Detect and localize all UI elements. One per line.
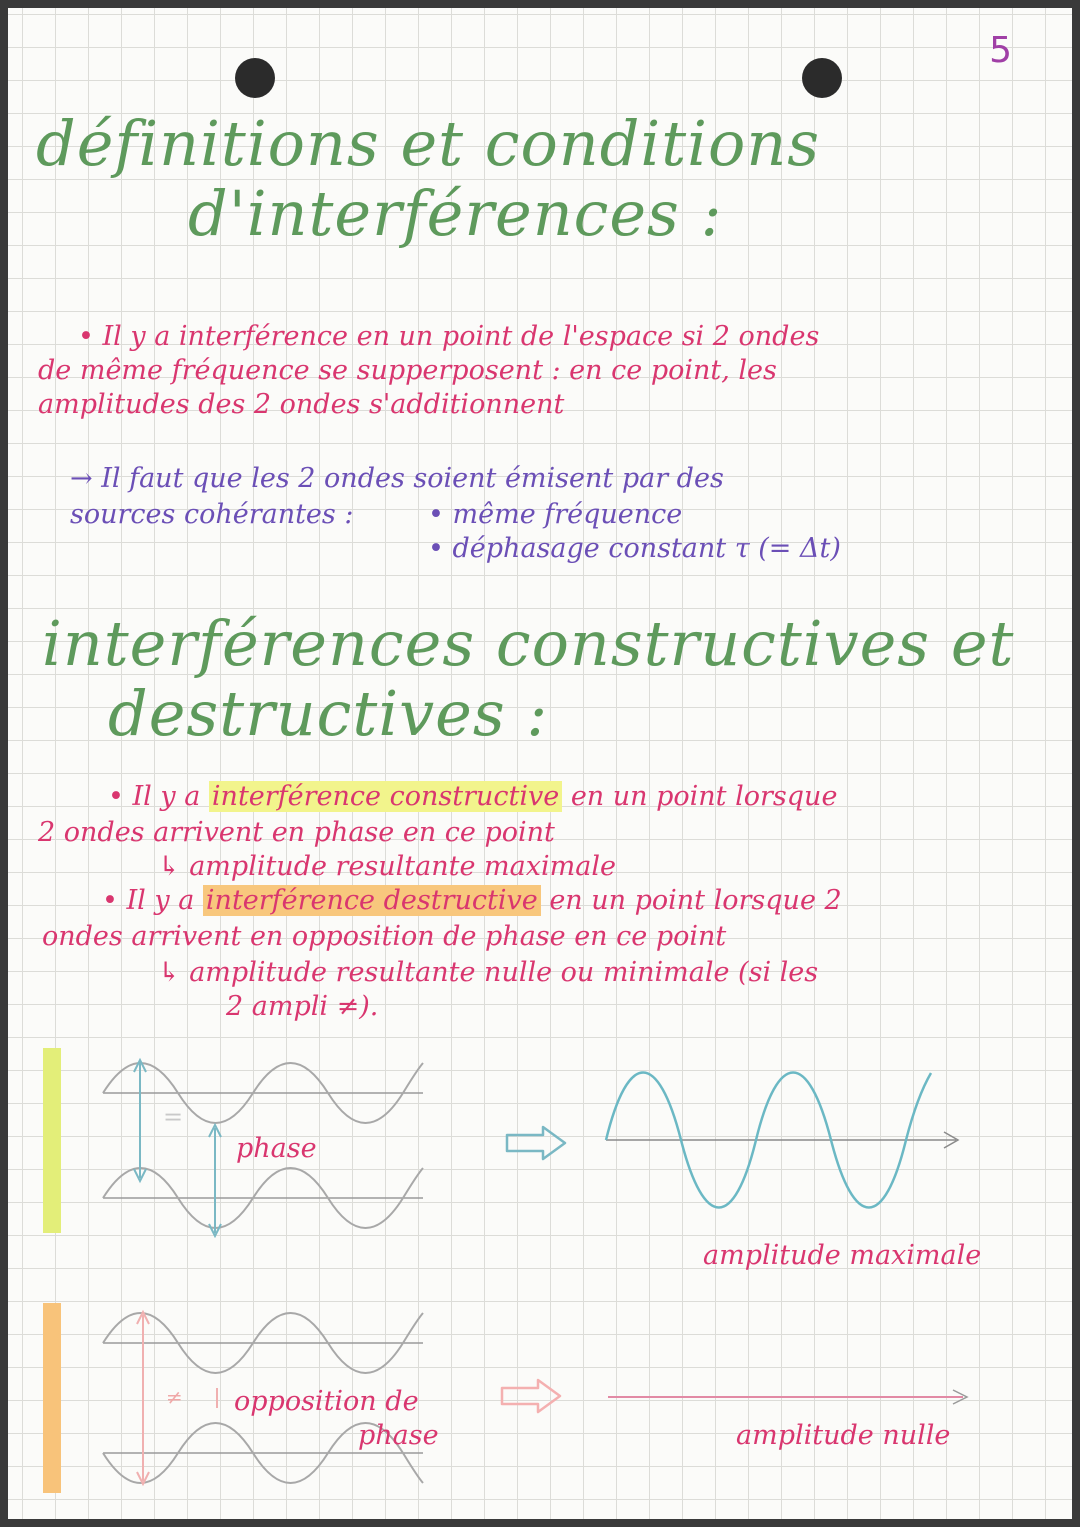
max-amplitude-label: amplitude maximale (703, 1240, 982, 1271)
constructive-pre: • Il y a (108, 781, 201, 812)
notebook-page (8, 8, 1072, 1519)
max-amplitude-wave-diagram (598, 1058, 968, 1228)
constructive-result: ↳ amplitude resultante maximale (158, 851, 616, 882)
hollow-arrow-icon-2 (498, 1376, 568, 1416)
constructive-post: en un point lorsque (570, 781, 838, 812)
condition-bullet2: • déphasage constant τ (= Δt) (428, 533, 841, 564)
definition-line1: • Il y a interférence en un point de l'espace si 2 ondes (78, 321, 820, 352)
section2-title-line2: destructives : (108, 677, 549, 750)
section1-title-line2: d'interférences : (188, 177, 723, 250)
section2-title-line1: interférences constructives et (42, 607, 1015, 680)
destructive-post: en un point lorsque 2 (549, 885, 842, 916)
destructive-result-cont: 2 ampli ≠). (226, 991, 379, 1022)
punch-hole-left (235, 58, 275, 98)
phase-label: phase (236, 1133, 317, 1164)
destructive-line1 (102, 884, 842, 918)
null-amplitude-diagram (603, 1383, 978, 1413)
opposition-label-line2: phase (358, 1420, 439, 1451)
not-equal-sign: ≠ (166, 1385, 183, 1409)
section1-title-line1: définitions et conditions (36, 107, 821, 180)
constructive-line2: 2 ondes arrivent en phase en ce point (38, 817, 555, 848)
definition-line2: de même fréquence se supperposent : en ce point, les (38, 355, 777, 386)
condition-line2: sources cohérantes : (70, 499, 354, 530)
destructive-result: ↳ amplitude resultante nulle ou minimale (si les (158, 957, 819, 988)
null-amplitude-label: amplitude nulle (736, 1420, 951, 1451)
constructive-highlight: interférence constructive (209, 781, 562, 812)
definition-line3: amplitudes des 2 ondes s'additionnent (38, 389, 565, 420)
hollow-arrow-icon (503, 1123, 573, 1163)
constructive-line1 (108, 780, 837, 814)
destructive-highlight: interférence destructive (203, 885, 541, 916)
condition-line1: → Il faut que les 2 ondes soient émisent par des (70, 463, 724, 494)
destructive-marker-bar (43, 1303, 61, 1493)
destructive-line2: ondes arrivent en opposition de phase en ce point (42, 921, 727, 952)
condition-bullet1: • même fréquence (428, 499, 683, 530)
destructive-pre: • Il y a (102, 885, 195, 916)
punch-hole-right (802, 58, 842, 98)
opposition-label-line1: opposition de (234, 1386, 419, 1417)
equal-sign: = (163, 1103, 184, 1131)
page-number: 5 (989, 30, 1012, 71)
constructive-marker-bar (43, 1048, 61, 1233)
